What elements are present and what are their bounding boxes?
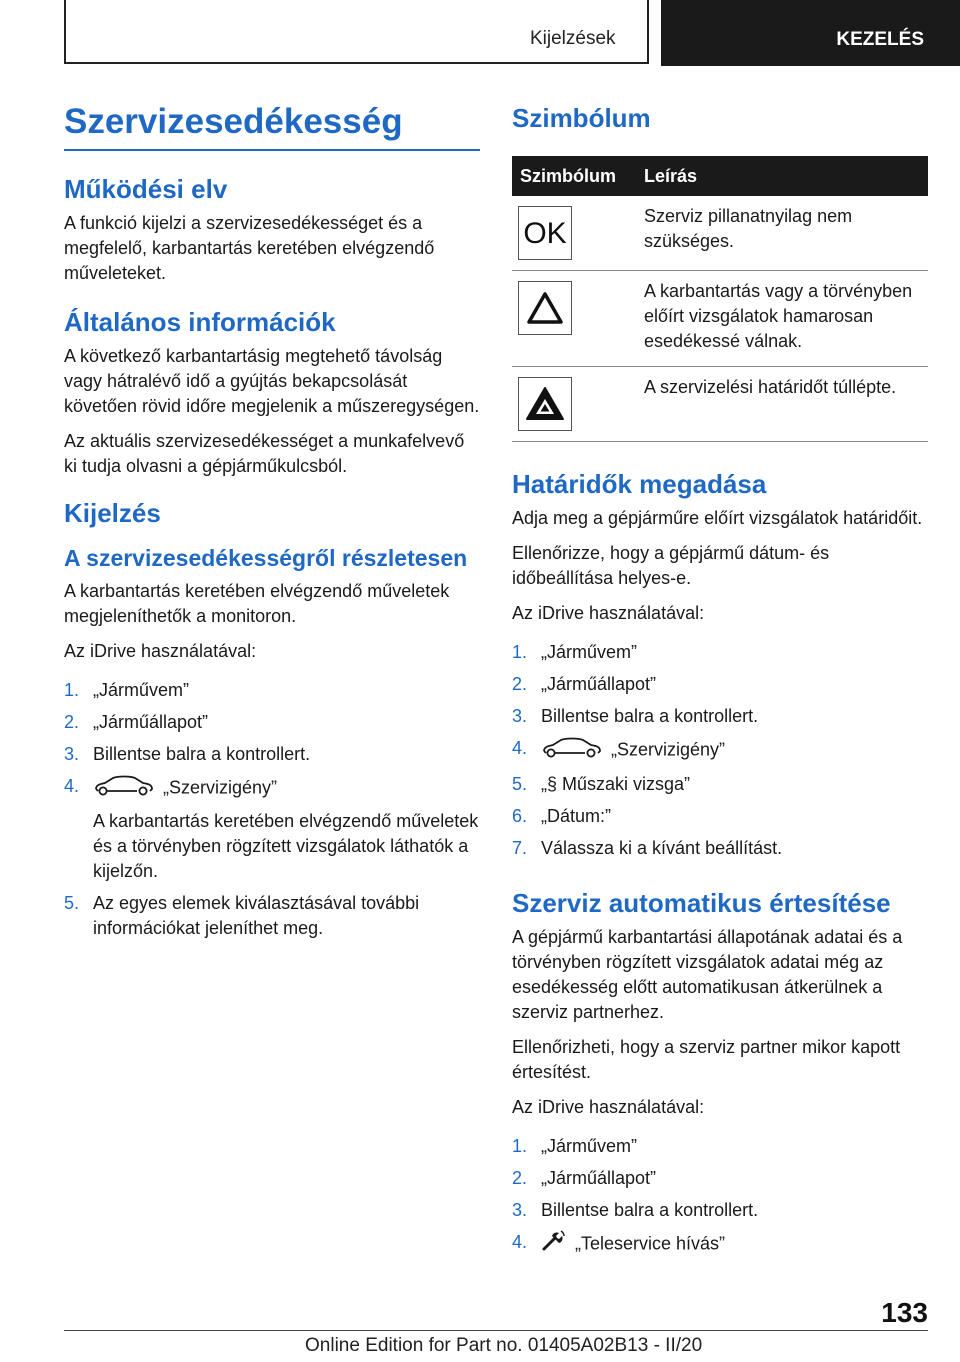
auto-idrive-intro: Az iDrive használatával:	[512, 1097, 705, 1117]
heading-principle: Működési elv	[64, 174, 228, 204]
heading-display: Kijelzés	[64, 498, 161, 528]
chapter-tab	[661, 0, 960, 66]
step-number: 1.	[512, 642, 528, 662]
idrive-intro: Az iDrive használatával:	[64, 641, 257, 661]
step-text: Billentse balra a kontrollert.	[93, 744, 311, 764]
step-text: „Dátum:”	[541, 806, 612, 826]
step-text: Az egyes elemek kiválasztásával további információkat jeleníthet meg.	[93, 893, 420, 938]
symbol-table	[512, 156, 928, 442]
step-text: „Járműállapot”	[541, 1168, 657, 1188]
page-header	[0, 0, 960, 66]
step-number: 1.	[512, 1136, 528, 1156]
heading-auto-notification: Szerviz automatikus értesítése	[512, 888, 891, 918]
step-note: A karbantartás keretében elvégzendő műveletek és a törvényben rögzített vizsgálatok láthatók a kijelzőn.	[93, 811, 479, 881]
table-row	[512, 271, 928, 367]
step-number: 6.	[512, 806, 528, 826]
step-number: 3.	[64, 744, 80, 764]
general-info-text-1: A következő karbantartásig megtehető távolság vagy hátralévő idő a gyújtás bekapcsolását követően rövid időre megjelenik a műszeregységen.	[64, 346, 480, 416]
step-text: „Szervizigény”	[163, 777, 278, 798]
page-number: 133	[881, 1297, 928, 1328]
subheading-details: A szervizesedékességről részletesen	[64, 545, 468, 571]
list-item	[512, 1230, 928, 1259]
column-header-description: Leírás	[636, 156, 928, 196]
auto-text-2: Ellenőrizheti, hogy a szerviz partner mikor kapott értesítést.	[512, 1037, 901, 1082]
step-number: 5.	[64, 893, 80, 913]
step-number: 5.	[512, 774, 528, 794]
heading-symbols: Szimbólum	[512, 103, 651, 133]
step-text: „Járműállapot”	[93, 712, 209, 732]
list-item	[512, 736, 928, 765]
ok-symbol-label: OK	[523, 216, 567, 250]
step-text: „Járműállapot”	[541, 674, 657, 694]
step-number: 2.	[64, 712, 80, 732]
list-item	[512, 640, 928, 665]
section-title: Kijelzések	[530, 28, 616, 49]
deadlines-text-2: Ellenőrizze, hogy a gépjármű dátum- és időbeállítása helyes-e.	[512, 543, 830, 588]
list-item	[512, 804, 928, 829]
step-number: 4.	[512, 1232, 528, 1252]
general-info-text-2: Az aktuális szervizesedékességet a munkafelvevő ki tudja olvasni a gépjárműkulcsból.	[64, 431, 465, 476]
list-item	[512, 772, 928, 797]
step-text: „Teleservice hívás”	[575, 1233, 726, 1254]
list-item	[512, 836, 928, 861]
symbol-description: A szervizelési határidőt túllépte.	[636, 367, 928, 442]
step-text: „Járművem”	[541, 642, 638, 662]
page-title: Szervizesedékesség	[64, 102, 403, 141]
symbol-description: Szerviz pillanatnyilag nem szükséges.	[636, 196, 928, 271]
list-item	[64, 710, 480, 735]
warning-triangle-filled-icon	[518, 377, 572, 431]
step-number: 3.	[512, 706, 528, 726]
ok-symbol-icon	[518, 206, 572, 260]
principle-text: A funkció kijelzi a szervizesedékességet és a megfelelő, karbantartás keretében elvégzendő műveleteket.	[64, 213, 435, 283]
table-row	[512, 367, 928, 442]
step-text: „Járművem”	[541, 1136, 638, 1156]
auto-text-1: A gépjármű karbantartási állapotának adatai és a törvényben rögzített vizsgálatok adatai még az esedékesség előtt automatikusan átkerülnek a szerviz partnerhez.	[512, 927, 903, 1022]
left-column	[64, 100, 480, 948]
auto-steps	[512, 1134, 928, 1259]
column-header-symbol: Szimbólum	[512, 156, 636, 196]
wrench-icon	[541, 1230, 567, 1259]
warning-triangle-outline-icon	[518, 281, 572, 335]
table-row	[512, 196, 928, 271]
list-item	[512, 704, 928, 729]
step-text: „Szervizigény”	[611, 739, 726, 760]
table-header-row	[512, 156, 928, 196]
car-icon	[541, 736, 603, 765]
step-number: 4.	[64, 776, 80, 796]
step-number: 2.	[512, 674, 528, 694]
step-text: „Járművem”	[93, 680, 190, 700]
list-item	[512, 1198, 928, 1223]
deadlines-idrive-intro: Az iDrive használatával:	[512, 603, 705, 623]
step-number: 1.	[64, 680, 80, 700]
list-item	[512, 672, 928, 697]
car-icon	[93, 774, 155, 803]
symbol-description: A karbantartás vagy a törvényben előírt vizsgálatok hamarosan esedékessé válnak.	[636, 271, 928, 367]
list-item	[512, 1134, 928, 1159]
step-text: „§ Műszaki vizsga”	[541, 774, 691, 794]
details-text: A karbantartás keretében elvégzendő műveletek megjeleníthetők a monitoron.	[64, 581, 450, 626]
step-text: Billentse balra a kontrollert.	[541, 706, 759, 726]
heading-general-info: Általános információk	[64, 307, 336, 337]
step-number: 3.	[512, 1200, 528, 1220]
deadline-steps	[512, 640, 928, 861]
right-column	[512, 100, 928, 1266]
list-item	[64, 891, 480, 941]
heading-deadlines: Határidők megadása	[512, 469, 767, 499]
step-text: Billentse balra a kontrollert.	[541, 1200, 759, 1220]
step-text: Válassza ki a kívánt beállítást.	[541, 838, 783, 858]
step-number: 2.	[512, 1168, 528, 1188]
chapter-title: KEZELÉS	[836, 29, 924, 50]
edition-note: Online Edition for Part no. 01405A02B13 - II/20	[305, 1335, 703, 1356]
display-steps	[64, 678, 480, 941]
footer-rule	[64, 1330, 928, 1331]
list-item	[64, 678, 480, 703]
step-number: 4.	[512, 738, 528, 758]
list-item	[512, 1166, 928, 1191]
list-item	[64, 774, 480, 884]
list-item	[64, 742, 480, 767]
title-rule	[64, 149, 480, 151]
deadlines-text-1: Adja meg a gépjárműre előírt vizsgálatok határidőit.	[512, 508, 923, 528]
step-number: 7.	[512, 838, 528, 858]
